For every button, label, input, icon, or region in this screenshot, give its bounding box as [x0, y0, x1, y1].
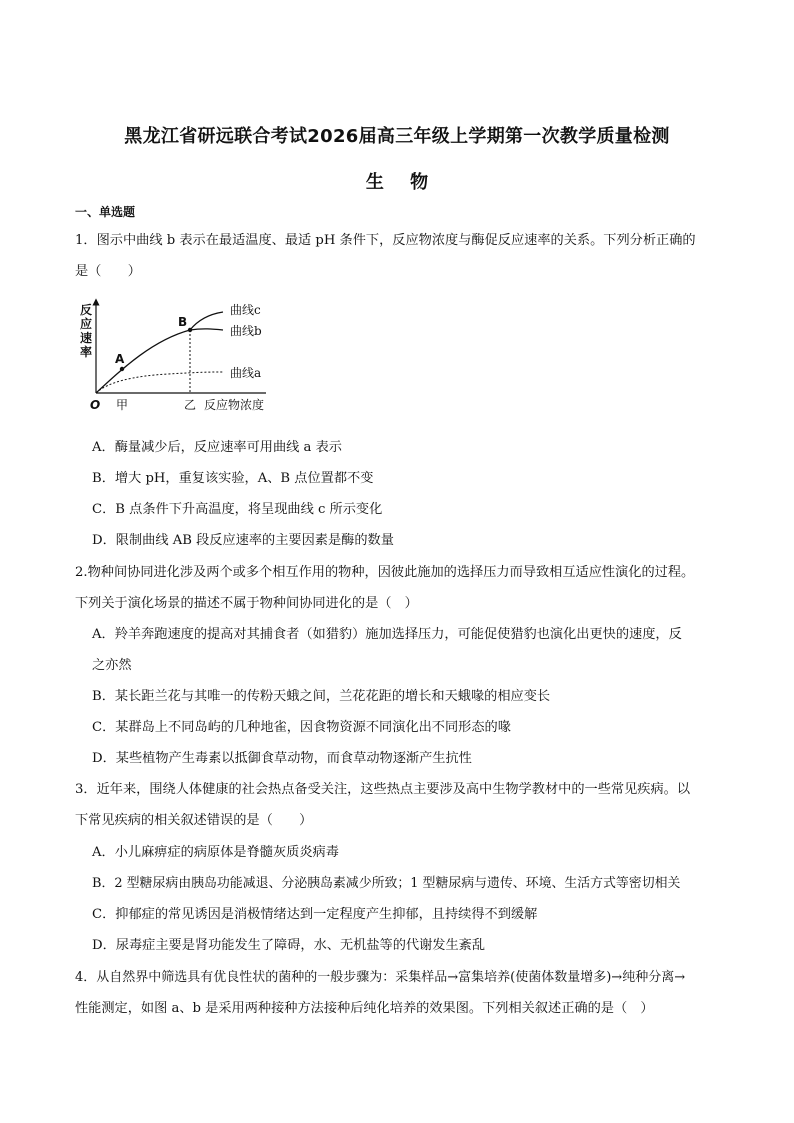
x-mark-jia: 甲 [116, 398, 129, 412]
point-b-marker [188, 328, 192, 332]
subject-heading: 生 物 [365, 172, 439, 193]
y-axis-label-char-3: 速 [80, 331, 93, 345]
x-mark-yi: 乙 [184, 398, 197, 412]
question-4-stem-line-2: 性能测定，如图 a、b 是采用两种接种方法接种后纯化培养的效果图。下列相关叙述正确的是（ ） [75, 1001, 654, 1016]
enzyme-rate-figure [78, 290, 278, 420]
curve-a-label: 曲线a [230, 366, 262, 380]
question-3-option-b: B．2 型糖尿病由胰岛功能减退、分泌胰岛素减少所致；1 型糖尿病与遗传、环境、生活方式等密切相关 [92, 876, 681, 891]
question-3-option-c: C．抑郁症的常见诱因是消极情绪达到一定程度产生抑郁，且持续得不到缓解 [92, 907, 538, 922]
point-a-label: A [115, 352, 125, 366]
question-3-option-a: A．小儿麻痹症的病原体是脊髓灰质炎病毒 [92, 845, 339, 860]
question-3-option-d: D．尿毒症主要是肾功能发生了障碍，水、无机盐等的代谢发生紊乱 [92, 938, 486, 953]
question-1-option-c: C．B 点条件下升高温度，将呈现曲线 c 所示变化 [92, 502, 383, 517]
question-2-option-a: A．羚羊奔跑速度的提高对其捕食者（如猎豹）施加选择压力，可能促使猎豹也演化出更快的速度，反 [92, 627, 682, 642]
curve-b-label: 曲线b [230, 324, 262, 338]
point-b-label: B [178, 315, 188, 329]
y-axis-label-char-2: 应 [80, 317, 93, 331]
question-2-stem-line-2: 下列关于演化场景的描述不属于物种间协同进化的是（ ） [75, 596, 418, 611]
section-heading: 一、单选题 [75, 205, 136, 219]
page-title: 黑龙江省研远联合考试2026届高三年级上学期第一次教学质量检测 [124, 126, 670, 147]
enzyme-rate-graph [78, 290, 278, 420]
question-2-stem-line-1: 2.物种间协同进化涉及两个或多个相互作用的物种，因彼此施加的选择压力而导致相互适应性演化的过程。 [75, 565, 695, 580]
question-2-option-c: C．某群岛上不同岛屿的几种地雀，因食物资源不同演化出不同形态的喙 [92, 720, 511, 735]
point-a-marker [120, 367, 124, 371]
y-axis-label-char-4: 率 [80, 345, 93, 359]
question-2-option-b: B．某长距兰花与其唯一的传粉天蛾之间，兰花花距的增长和天蛾喙的相应变长 [92, 689, 551, 704]
question-1-stem-line-1: 1．图示中曲线 b 表示在最适温度、最适 pH 条件下，反应物浓度与酶促反应速率的关系。下列分析正确的 [75, 233, 696, 248]
origin-label: O [90, 398, 101, 412]
question-3-stem-line-2: 下常见疾病的相关叙述错误的是（ ） [75, 813, 313, 828]
y-axis-label-char-1: 反 [80, 303, 93, 317]
question-3-stem-line-1: 3．近年来，围绕人体健康的社会热点备受关注，这些热点主要涉及高中生物学教材中的一些常见疾病。以 [75, 782, 691, 797]
curve-c [190, 312, 223, 330]
question-4-stem-line-1: 4．从自然界中筛选具有优良性状的菌种的一般步骤为：采集样品→富集培养(使菌体数量增多)→纯种分离→ [75, 970, 686, 985]
question-1-option-a: A．酶量减少后，反应速率可用曲线 a 表示 [92, 440, 342, 455]
question-1-option-b: B．增大 pH，重复该实验，A、B 点位置都不变 [92, 471, 374, 486]
question-2-option-d: D．某些植物产生毒素以抵御食草动物，而食草动物逐渐产生抗性 [92, 751, 472, 766]
question-2-option-a-continued: 之亦然 [92, 658, 132, 673]
curve-c-label: 曲线c [230, 303, 261, 317]
question-1-option-d: D．限制曲线 AB 段反应速率的主要因素是酶的数量 [92, 533, 394, 548]
x-axis-label: 反应物浓度 [204, 398, 265, 412]
question-1-stem-line-2: 是（ ） [75, 264, 141, 279]
